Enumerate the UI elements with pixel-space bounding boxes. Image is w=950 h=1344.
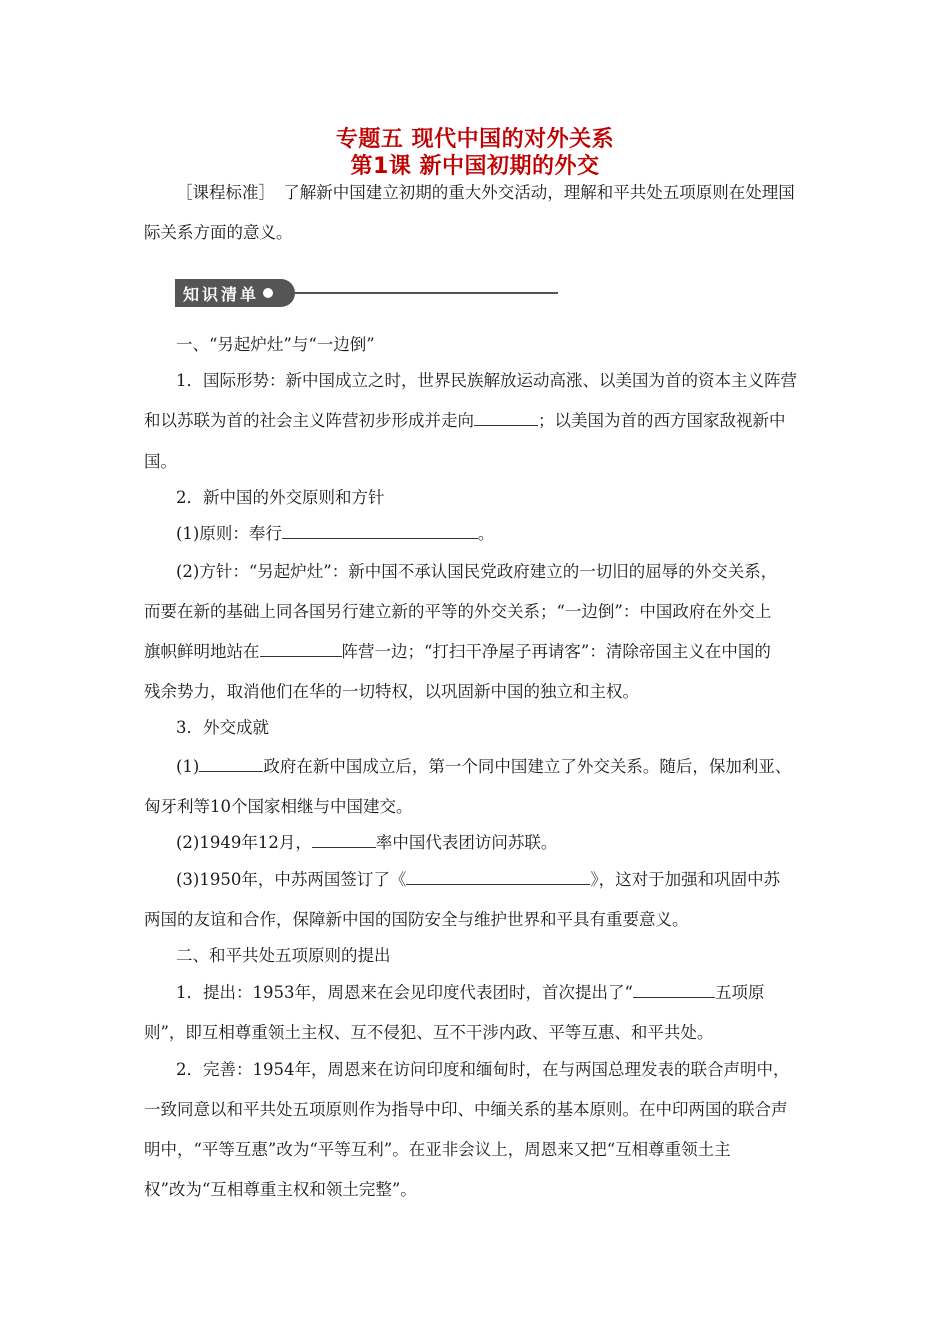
fill-blank[interactable] bbox=[474, 411, 538, 426]
text-line: 3．外交成就 bbox=[176, 718, 269, 737]
text-segment: 旗帜鲜明地站在 bbox=[144, 642, 260, 661]
text-line bbox=[176, 979, 764, 1003]
section-badge bbox=[175, 279, 295, 307]
text-segment: (1)原则：奉行 bbox=[176, 524, 282, 543]
text-line: 权”改为“互相尊重主权和领土完整”。 bbox=[144, 1180, 417, 1199]
course-standard-line2: 际关系方面的意义。 bbox=[144, 223, 293, 242]
text-line: 2．新中国的外交原则和方针 bbox=[176, 488, 385, 507]
text-segment: ；以美国为首的西方国家敌视新中 bbox=[538, 411, 786, 430]
text-line: 一致同意以和平共处五项原则作为指导中印、中缅关系的基本原则。在中印两国的联合声 bbox=[144, 1100, 788, 1119]
divider bbox=[292, 292, 558, 294]
text-line bbox=[176, 520, 494, 544]
course-standard-line1: ［课程标准］ 了解新中国建立初期的重大外交活动，理解和平共处五项原则在处理国 bbox=[176, 183, 795, 202]
text-segment: (1) bbox=[176, 757, 200, 776]
text-segment: 》，这对于加强和巩固中苏 bbox=[590, 870, 781, 889]
fill-blank[interactable] bbox=[406, 870, 590, 885]
text-line: 而要在新的基础上同各国另行建立新的平等的外交关系；“一边倒”：中国政府在外交上 bbox=[144, 602, 772, 621]
fill-blank[interactable] bbox=[633, 983, 715, 998]
text-segment: (2)1949年12月， bbox=[176, 833, 312, 852]
text-line bbox=[144, 407, 786, 431]
fill-blank[interactable] bbox=[282, 524, 478, 539]
text-line: 明中，“平等互惠”改为“平等互利”。在亚非会议上，周恩来又把“互相尊重领土主 bbox=[144, 1140, 731, 1159]
text-segment: 阵营一边；“打扫干净屋子再请客”：清除帝国主义在中国的 bbox=[341, 642, 771, 661]
lesson-title: 第1课 新中国初期的外交 bbox=[350, 154, 600, 179]
section-heading: 二、和平共处五项原则的提出 bbox=[176, 946, 391, 965]
text-segment: 和以苏联为首的社会主义阵营初步形成并走向 bbox=[144, 411, 474, 430]
section-heading: 一、“另起炉灶”与“一边倒” bbox=[176, 335, 375, 354]
text-line: 残余势力，取消他们在华的一切特权，以巩固新中国的独立和主权。 bbox=[144, 682, 639, 701]
fill-blank[interactable] bbox=[312, 833, 376, 848]
dot-icon bbox=[263, 288, 273, 298]
text-segment: 1．提出：1953年，周恩来在会见印度代表团时，首次提出了“ bbox=[176, 983, 633, 1002]
fill-blank[interactable] bbox=[199, 757, 263, 772]
badge-label: 知识清单 bbox=[183, 284, 260, 304]
text-line: 匈牙利等10个国家相继与中国建交。 bbox=[144, 797, 413, 816]
text-line: 2．完善：1954年，周恩来在访问印度和缅甸时，在与两国总理发表的联合声明中， bbox=[176, 1060, 790, 1079]
text-line bbox=[176, 866, 780, 890]
text-line: 国。 bbox=[144, 452, 177, 471]
text-line bbox=[144, 638, 771, 662]
text-line bbox=[176, 829, 557, 853]
text-line: 则”，即互相尊重领土主权、互不侵犯、互不干涉内政、平等互惠、和平共处。 bbox=[144, 1023, 714, 1042]
text-segment: 五项原 bbox=[714, 983, 765, 1002]
text-line: (2)方针：“另起炉灶”：新中国不承认国民党政府建立的一切旧的屈辱的外交关系， bbox=[176, 562, 778, 581]
text-segment: (3)1950年，中苏两国签订了《 bbox=[176, 870, 407, 889]
text-segment: 。 bbox=[477, 524, 495, 543]
text-line: 1．国际形势：新中国成立之时，世界民族解放运动高涨、以美国为首的资本主义阵营 bbox=[176, 371, 797, 390]
text-line: 两国的友谊和合作，保障新中国的国防安全与维护世界和平具有重要意义。 bbox=[144, 910, 689, 929]
page-title: 专题五 现代中国的对外关系 bbox=[335, 127, 615, 152]
fill-blank[interactable] bbox=[260, 642, 342, 657]
text-line bbox=[176, 753, 791, 777]
text-segment: 率中国代表团访问苏联。 bbox=[375, 833, 558, 852]
text-segment: 政府在新中国成立后，第一个同中国建立了外交关系。随后，保加利亚、 bbox=[263, 757, 792, 776]
